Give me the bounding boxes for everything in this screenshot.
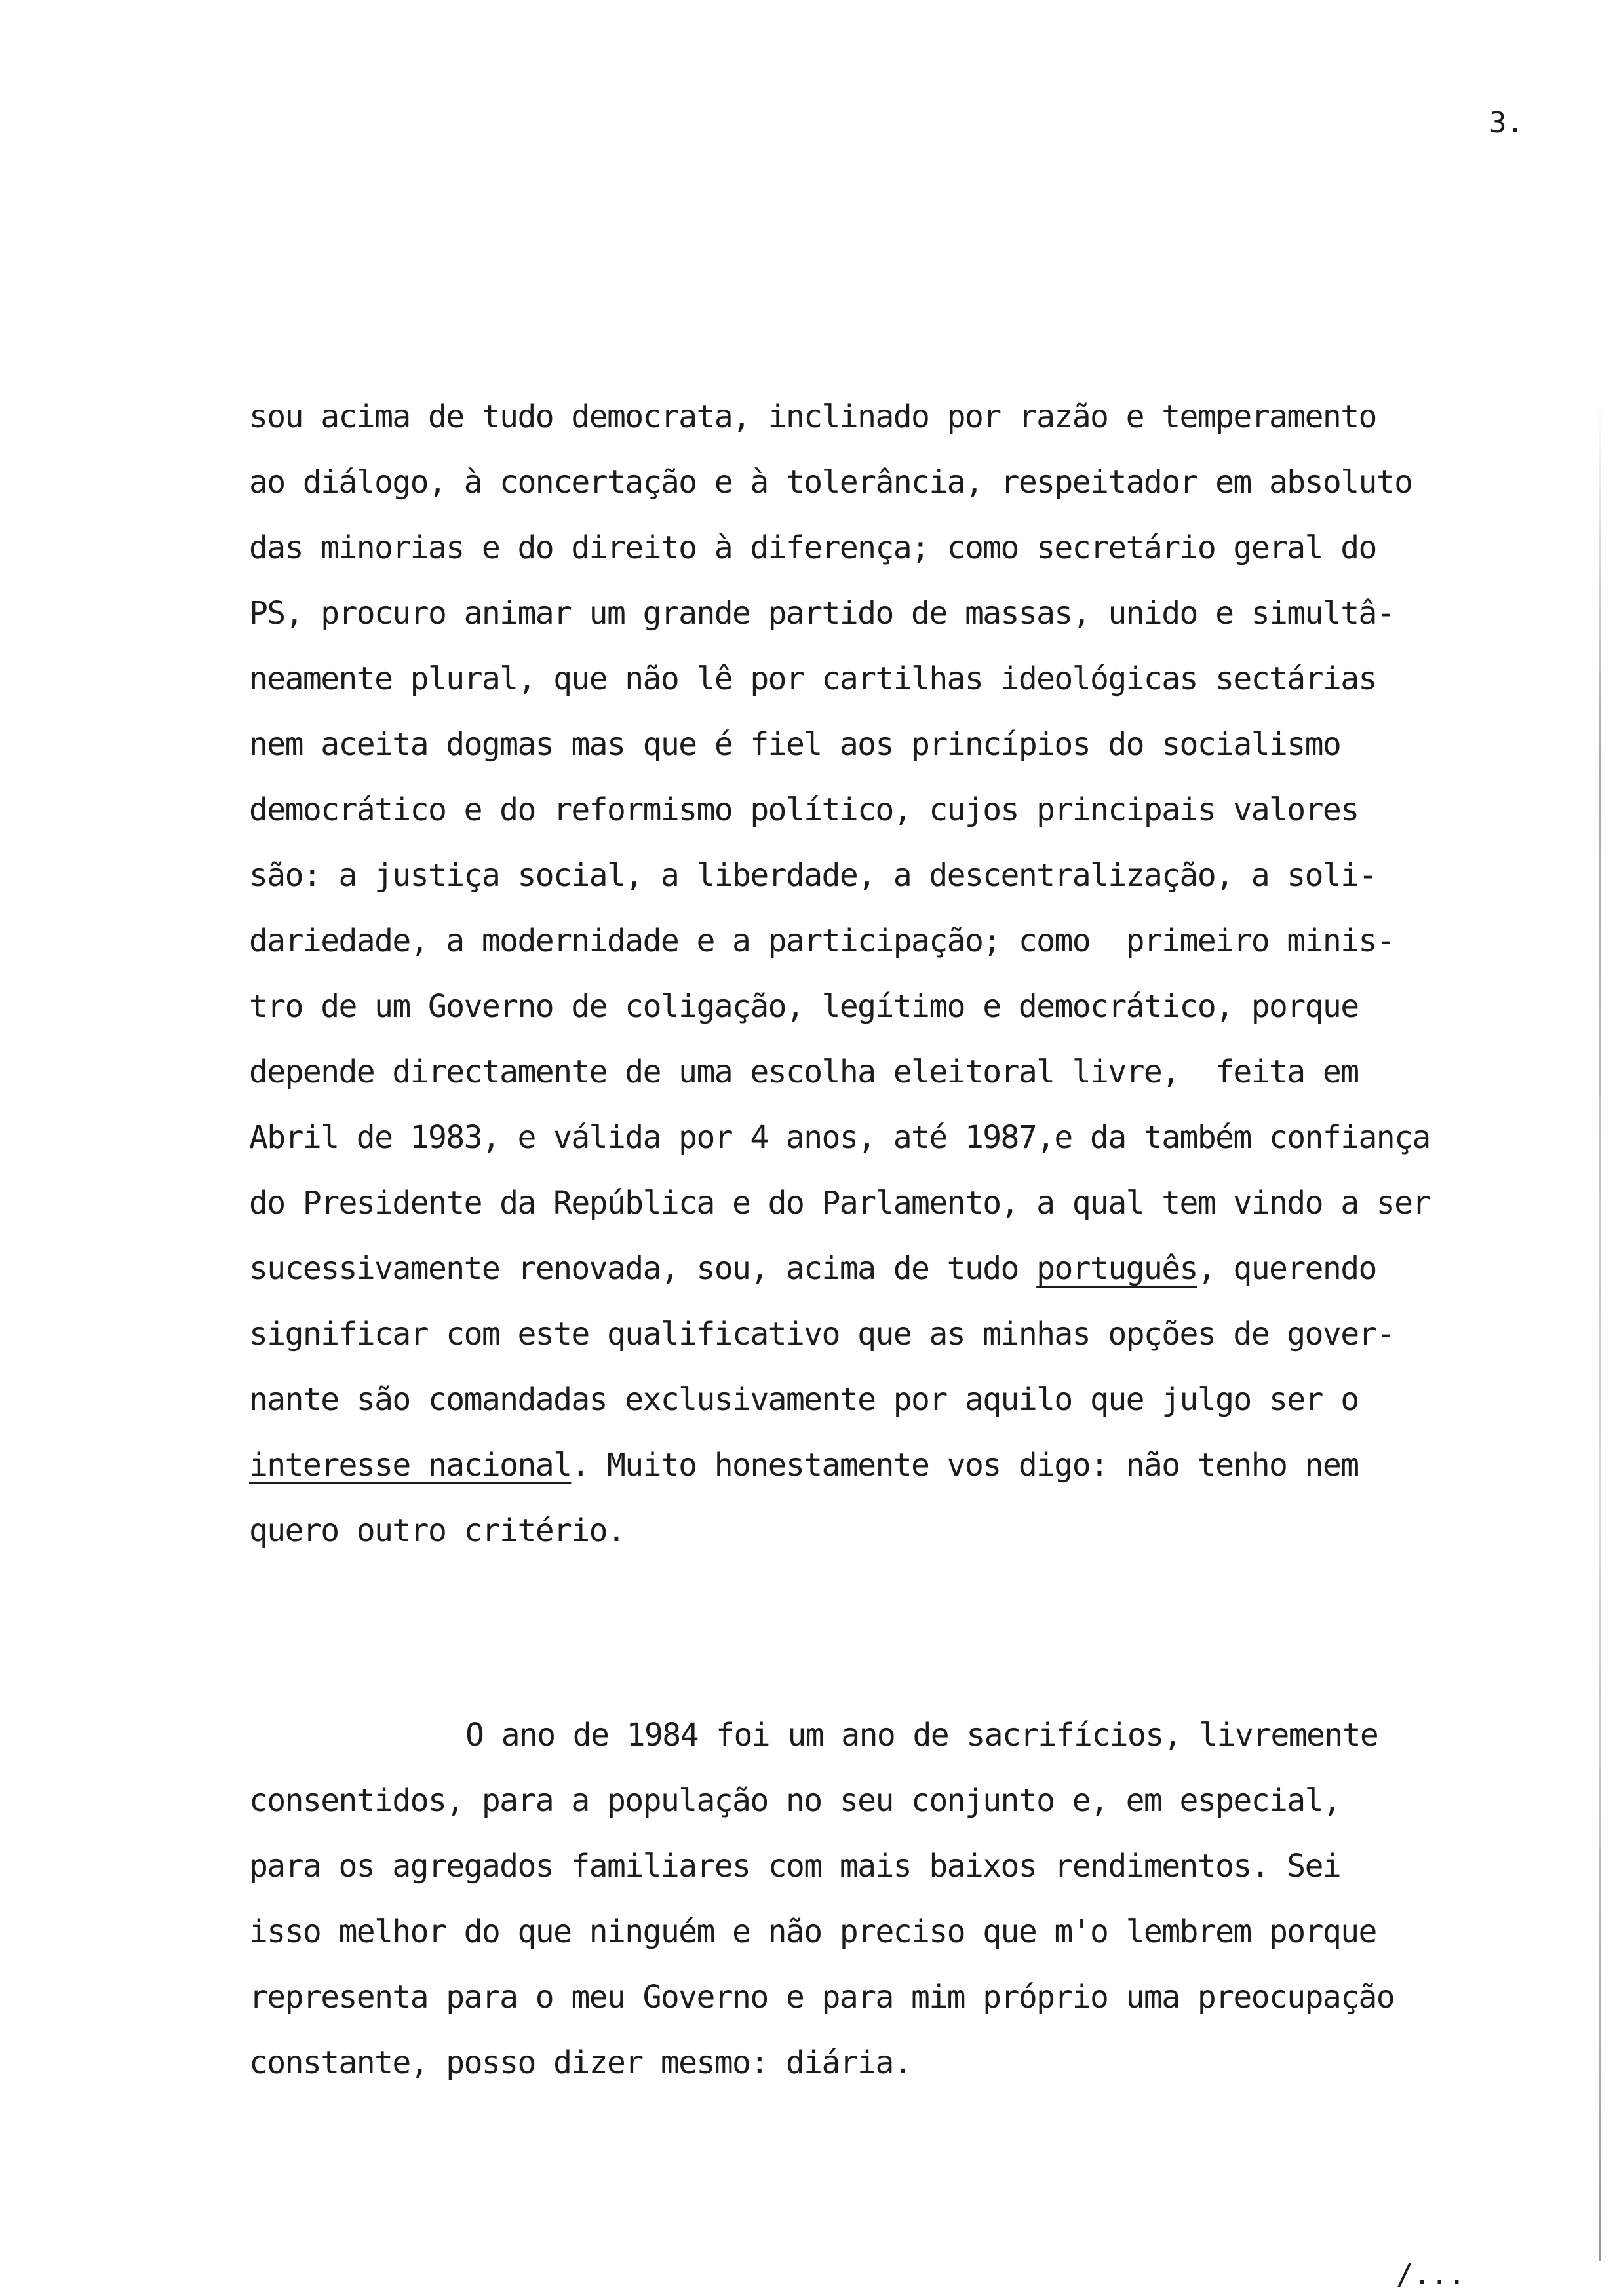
text-line: depende directamente de uma escolha eleitoral livre, feita em	[249, 1054, 1359, 1090]
text-line: nante são comandadas exclusivamente por aquilo que julgo ser o	[249, 1381, 1359, 1418]
text-line: O ano de 1984 foi um ano de sacrifícios, livremente	[465, 1717, 1378, 1753]
text-line: das minorias e do direito à diferença; como secretário geral do	[249, 529, 1376, 566]
continuation-mark: /...	[1396, 2258, 1466, 2291]
underlined-word: português	[1036, 1250, 1197, 1287]
text-segment: , querendo	[1197, 1250, 1376, 1287]
text-line: Abril de 1983, e válida por 4 anos, até 1987,e da também confiança	[249, 1119, 1430, 1156]
text-line: consentidos, para a população no seu conjunto e, em especial,	[249, 1782, 1341, 1819]
page-number: 3.	[1489, 106, 1524, 140]
text-line: tro de um Governo de coligação, legítimo e democrático, porque	[249, 988, 1359, 1025]
text-line: dariedade, a modernidade e a participação; como primeiro minis-	[249, 923, 1395, 959]
text-line: ao diálogo, à concertação e à tolerância, respeitador em absoluto	[249, 464, 1412, 501]
text-line	[249, 1236, 1566, 1301]
scan-edge-line	[1599, 393, 1601, 2261]
paragraph-1	[249, 384, 1566, 1563]
text-line: neamente plural, que não lê por cartilhas ideológicas sectárias	[249, 660, 1376, 697]
text-segment: . Muito honestamente vos digo: não tenho nem	[571, 1447, 1359, 1483]
underlined-phrase: interesse nacional	[249, 1447, 572, 1483]
text-line: para os agregados familiares com mais baixos rendimentos. Sei	[249, 1848, 1341, 1885]
text-line: do Presidente da República e do Parlamento, a qual tem vindo a ser	[249, 1185, 1430, 1221]
paragraph-2	[249, 1702, 1566, 2095]
text-line: nem aceita dogmas mas que é fiel aos princípios do socialismo	[249, 726, 1341, 763]
text-line: democrático e do reformismo político, cujos principais valores	[249, 792, 1359, 828]
text-line: representa para o meu Governo e para mim próprio uma preocupação	[249, 1979, 1395, 2016]
text-line: sou acima de tudo democrata, inclinado por razão e temperamento	[249, 398, 1376, 435]
text-segment: sucessivamente renovada, sou, acima de tudo	[249, 1250, 1037, 1287]
text-line: quero outro critério.	[249, 1512, 625, 1549]
text-line: são: a justiça social, a liberdade, a descentralização, a soli-	[249, 857, 1376, 894]
text-line	[249, 1432, 1566, 1498]
text-line: significar com este qualificativo que as minhas opções de gover-	[249, 1316, 1395, 1352]
text-line: PS, procuro animar um grande partido de massas, unido e simultâ-	[249, 595, 1395, 632]
text-line: constante, posso dizer mesmo: diária.	[249, 2044, 912, 2081]
text-line: isso melhor do que ninguém e não preciso que m'o lembrem porque	[249, 1913, 1376, 1950]
